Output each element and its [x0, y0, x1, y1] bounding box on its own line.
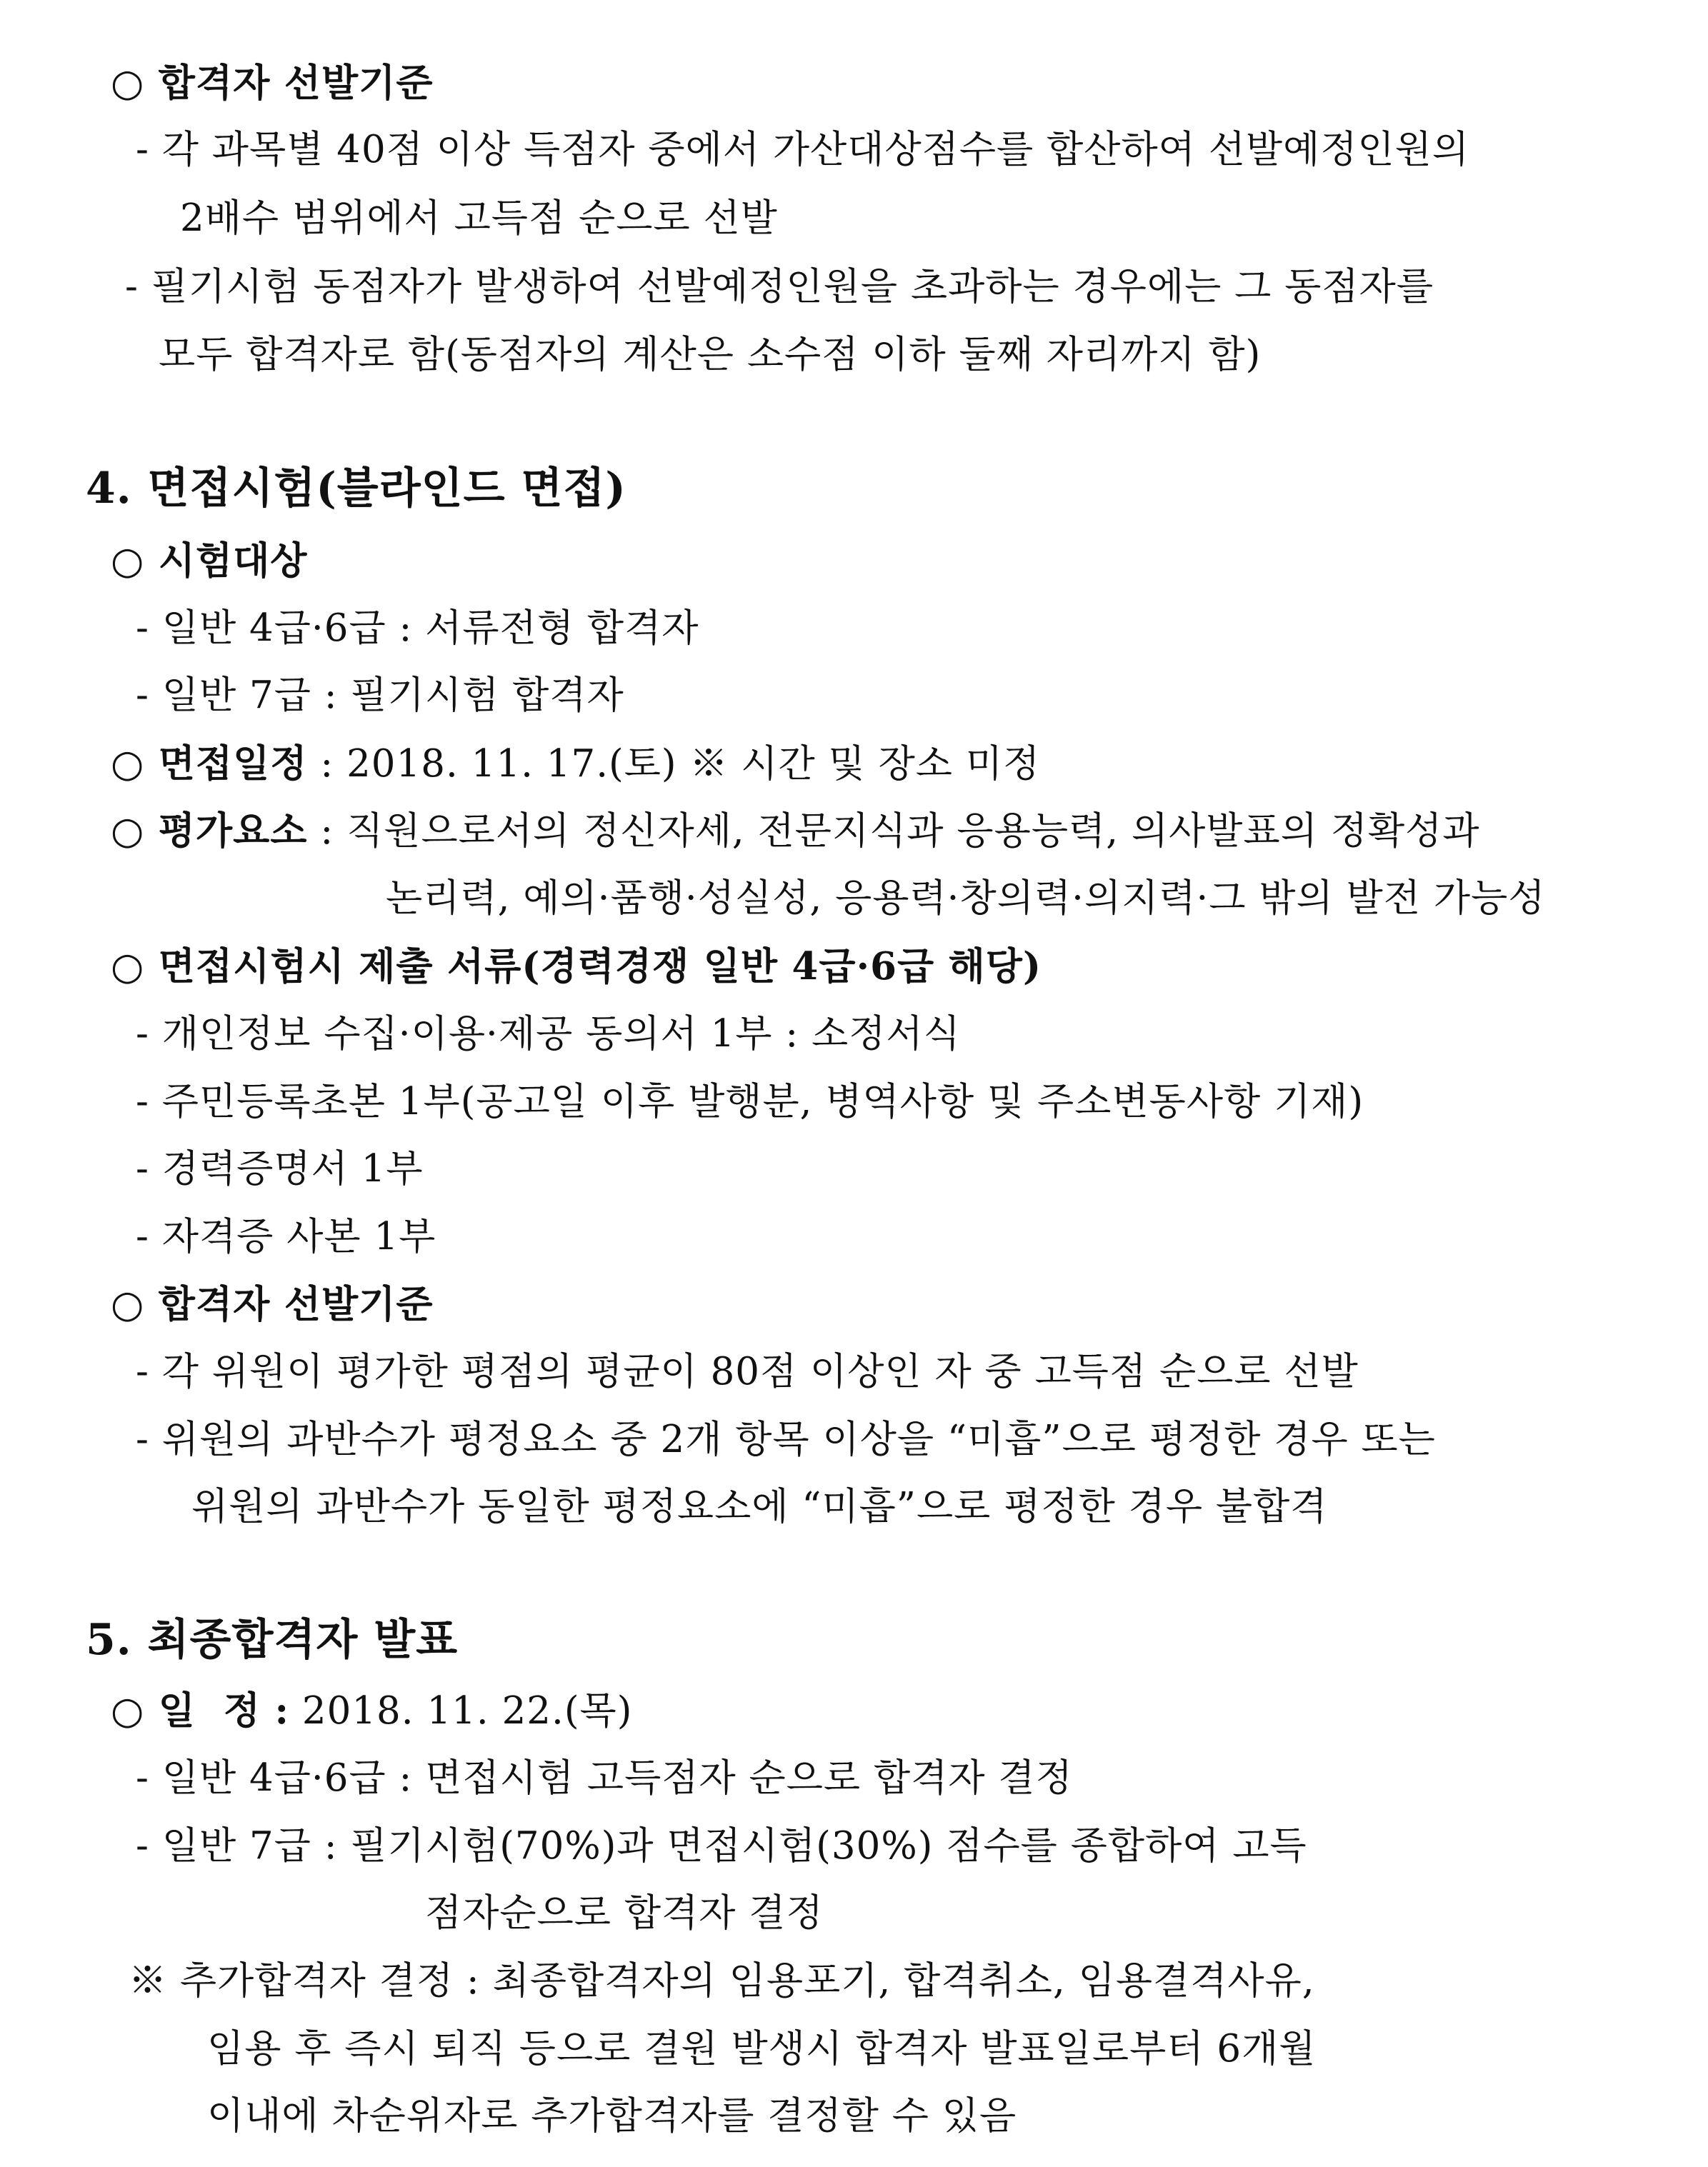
interview-date-row — [111, 741, 1040, 787]
section3-criteria-item-2-cont: 모두 합격자로 함(동점자의 계산은 소수점 이하 둘째 자리까지 함) — [159, 333, 1262, 376]
evaluation-value: : 직원으로서의 정신자세, 전문지식과 응용능력, 의사발표의 정확성과 — [320, 809, 1480, 853]
interview-criteria-heading: ○ 합격자 선발기준 — [111, 1282, 434, 1326]
section4-title: 4. 면접시험(블라인드 면접) — [86, 464, 626, 514]
documents-item-4: - 자격증 사본 1부 — [136, 1215, 436, 1258]
section3-criteria-item-1-cont: 2배수 범위에서 고득점 순으로 선발 — [180, 196, 778, 240]
section3-criteria-item-1: - 각 과목별 40점 이상 득점자 중에서 가산대상점수를 합산하여 선발예정인원의 — [136, 128, 1470, 171]
exam-target-item-2: - 일반 7급 : 필기시험 합격자 — [136, 674, 624, 717]
documents-item-1: - 개인정보 수집·이용·제공 동의서 1부 : 소정서식 — [136, 1012, 961, 1056]
final-item-1: - 일반 4급·6급 : 면접시험 고득점자 순으로 합격자 결정 — [136, 1756, 1073, 1800]
section3-criteria-heading: ○ 합격자 선발기준 — [111, 61, 434, 105]
exam-target-heading: ○ 시험대상 — [111, 539, 308, 583]
interview-date-value: : 2018. 11. 17.(토) ※ 시간 및 장소 미정 — [320, 742, 1041, 786]
documents-item-2: - 주민등록초본 1부(공고일 이후 발행분, 병역사항 및 주소변동사항 기재) — [136, 1080, 1364, 1123]
final-item-2-cont: 점자순으로 합격자 결정 — [425, 1891, 824, 1935]
final-schedule-label: ○ 일 정 : — [111, 1688, 290, 1733]
final-schedule-value: 2018. 11. 22.(목) — [301, 1689, 633, 1733]
exam-target-item-1: - 일반 4급·6급 : 서류전형 합격자 — [136, 606, 699, 650]
interview-criteria-item-2: - 위원의 과반수가 평정요소 중 2개 항목 이상을 “미흡”으로 평정한 경우 또는 — [136, 1418, 1436, 1461]
documents-heading: ○ 면접시험시 제출 서류(경력경쟁 일반 4급·6급 해당) — [111, 944, 1042, 989]
evaluation-value-cont: 논리력, 예의·품행·성실성, 응용력·창의력·의지력·그 밖의 발전 가능성 — [386, 876, 1546, 920]
additional-note-line-1: ※ 추가합격자 결정 : 최종합격자의 임용포기, 합격취소, 임용결격사유, — [129, 1959, 1315, 2003]
additional-note-line-2: 임용 후 즉시 퇴직 등으로 결원 발생시 합격자 발표일로부터 6개월 — [207, 2027, 1317, 2071]
final-schedule-row — [111, 1688, 632, 1734]
evaluation-label: ○ 평가요소 — [111, 809, 308, 853]
documents-item-3: - 경력증명서 1부 — [136, 1147, 424, 1191]
additional-note-line-3: 이내에 차순위자로 추가합격자를 결정할 수 있음 — [207, 2094, 1017, 2138]
section5-title: 5. 최종합격자 발표 — [86, 1615, 459, 1665]
evaluation-row — [111, 808, 1480, 854]
section3-criteria-item-2: - 필기시험 동점자가 발생하여 선발예정인원을 초과하는 경우에는 그 동점자를 — [125, 265, 1434, 309]
interview-criteria-item-1: - 각 위원이 평가한 평점의 평균이 80점 이상인 자 중 고득점 순으로 선발 — [136, 1350, 1359, 1393]
final-item-2: - 일반 7급 : 필기시험(70%)과 면접시험(30%) 점수를 종합하여 고득 — [136, 1824, 1307, 1868]
interview-criteria-item-2-cont: 위원의 과반수가 동일한 평정요소에 “미흡”으로 평정한 경우 불합격 — [191, 1485, 1328, 1528]
interview-date-label: ○ 면접일정 — [111, 741, 308, 786]
